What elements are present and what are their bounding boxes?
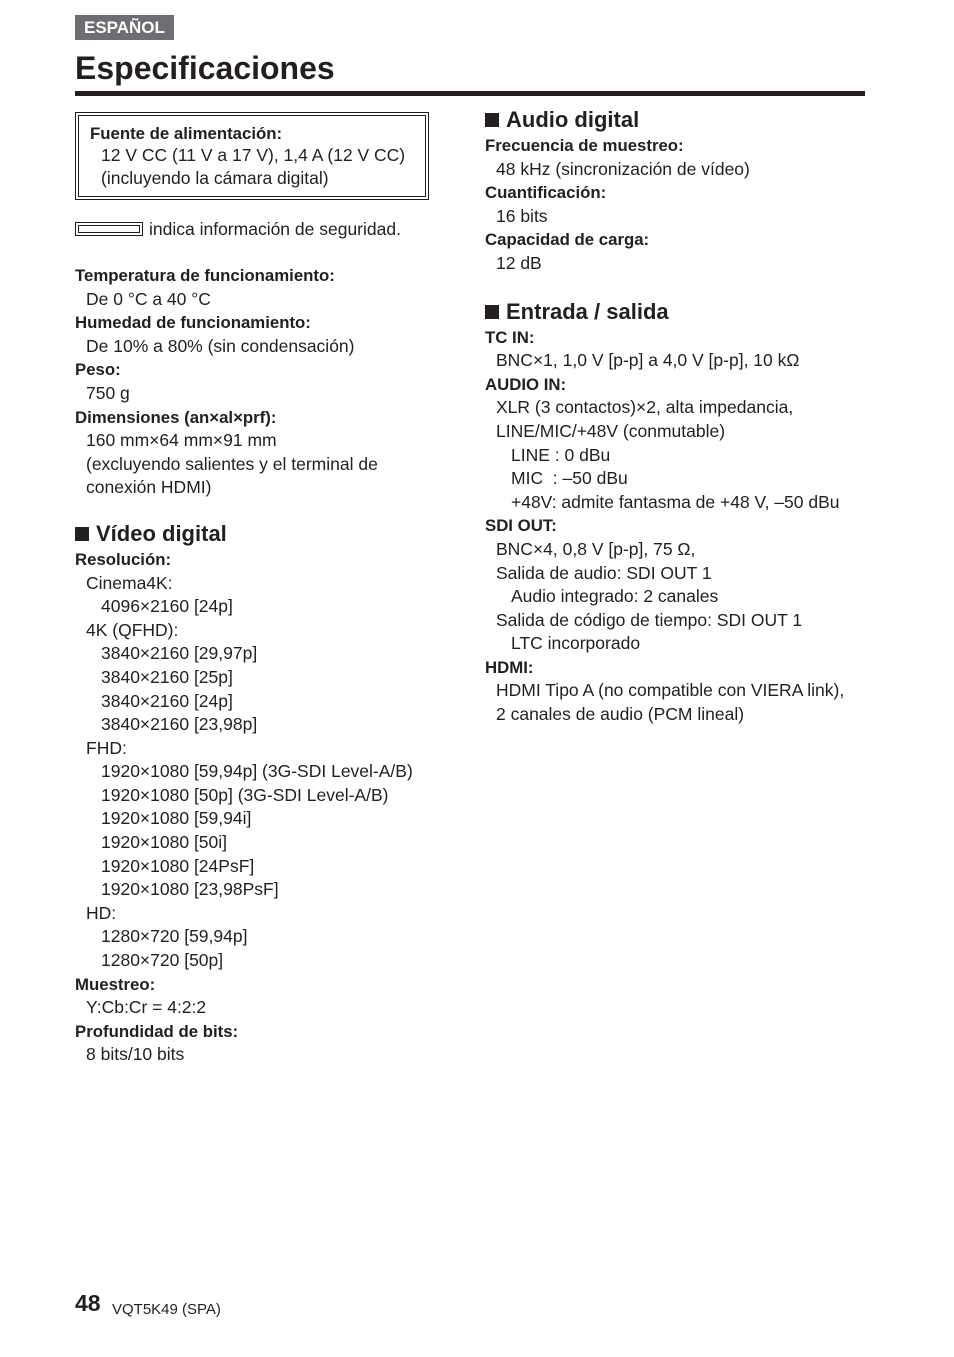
resolution-item: 3840×2160 [25p]: [101, 666, 233, 687]
resolution-item: 1920×1080 [59,94i]: [101, 808, 252, 829]
video-heading: [75, 520, 455, 548]
sdiout-line: BNC×4, 0,8 V [p-p], 75 Ω,: [496, 538, 696, 559]
headroom-label: Capacidad de carga:: [485, 230, 650, 250]
qfhd-label: 4K (QFHD):: [86, 619, 179, 640]
sdiout-line: Salida de código de tiempo: SDI OUT 1: [496, 609, 803, 630]
resolution-item: 3840×2160 [24p]: [101, 690, 233, 711]
temp-value: De 0 °C a 40 °C: [86, 288, 211, 309]
freq-value: 48 kHz (sincronización de vídeo): [496, 158, 750, 179]
bitdepth-value: 8 bits/10 bits: [86, 1044, 185, 1065]
safety-note-text: indica información de seguridad.: [149, 218, 401, 239]
resolution-item: 1920×1080 [24PsF]: [101, 855, 255, 876]
right-column: [485, 106, 885, 727]
audioin-sub: LINE : 0 dBu: [511, 444, 611, 465]
language-tag: ESPAÑOL: [75, 15, 174, 40]
sdiout-line: Salida de audio: SDI OUT 1: [496, 562, 712, 583]
resolution-label: Resolución:: [75, 549, 172, 569]
cinema4k-label: Cinema4K:: [86, 572, 173, 593]
safety-box-icon: [75, 222, 143, 236]
safety-note: [75, 217, 455, 241]
headroom-value: 12 dB: [496, 252, 542, 273]
weight-value: 750 g: [86, 382, 130, 403]
square-bullet-icon: [485, 113, 499, 127]
dimensions-line: (excluyendo salientes y el terminal de: [86, 453, 378, 474]
fhd-label: FHD:: [86, 737, 127, 758]
resolution-item: 1920×1080 [50p] (3G-SDI Level-A/B): [101, 784, 389, 805]
audio-heading: [485, 106, 885, 134]
power-supply-box: [75, 112, 429, 200]
sampling-label: Muestreo:: [75, 974, 156, 994]
tcin-value: BNC×1, 1,0 V [p-p] a 4,0 V [p-p], 10 kΩ: [496, 350, 800, 371]
resolution-item: 1280×720 [50p]: [101, 950, 224, 971]
hdmi-label: HDMI:: [485, 657, 534, 677]
resolution-item: 1920×1080 [50i]: [101, 832, 228, 853]
power-line: (incluyendo la cámara digital): [101, 168, 329, 189]
audioin-sub: +48V: admite fantasma de +48 V, –50 dBu: [511, 491, 840, 512]
hdmi-line: 2 canales de audio (PCM lineal): [496, 704, 745, 725]
weight-label: Peso:: [75, 360, 121, 380]
dimensions-line: conexión HDMI): [86, 477, 212, 498]
bitdepth-label: Profundidad de bits:: [75, 1021, 239, 1041]
audio-heading-text: Audio digital: [506, 107, 640, 132]
dimensions-line: 160 mm×64 mm×91 mm: [86, 430, 277, 451]
quant-value: 16 bits: [496, 205, 548, 226]
power-label: Fuente de alimentación:: [90, 124, 283, 143]
title-rule: [75, 91, 865, 96]
dimensions-label: Dimensiones (an×al×prf):: [75, 407, 277, 427]
square-bullet-icon: [485, 305, 499, 319]
video-heading-text: Vídeo digital: [96, 520, 227, 546]
io-heading-text: Entrada / salida: [506, 298, 669, 324]
temp-label: Temperatura de funcionamiento:: [75, 266, 335, 285]
sdiout-line: Audio integrado: 2 canales: [511, 586, 719, 607]
hdmi-line: HDMI Tipo A (no compatible con VIERA link),: [496, 680, 845, 701]
audioin-label: AUDIO IN:: [485, 374, 567, 394]
resolution-item: 1920×1080 [59,94p] (3G-SDI Level-A/B): [101, 761, 413, 782]
doc-code: VQT5K49 (SPA): [112, 1301, 221, 1318]
power-line: 12 V CC (11 V a 17 V), 1,4 A (12 V CC): [101, 145, 406, 165]
resolution-item: 3840×2160 [29,97p]: [101, 643, 258, 664]
freq-label: Frecuencia de muestreo:: [485, 136, 684, 155]
audioin-sub: MIC : –50 dBu: [511, 468, 628, 489]
resolution-item: 1920×1080 [23,98PsF]: [101, 879, 279, 900]
square-bullet-icon: [75, 527, 89, 541]
hd-label: HD:: [86, 902, 117, 923]
audioin-line: LINE/MIC/+48V (conmutable): [496, 420, 726, 441]
io-heading: [485, 298, 885, 326]
page-number: 48: [75, 1290, 101, 1316]
tcin-label: TC IN:: [485, 327, 535, 347]
page-title: Especificaciones: [75, 50, 335, 86]
sampling-value: Y:Cb:Cr = 4:2:2: [86, 997, 207, 1018]
resolution-item: 1280×720 [59,94p]: [101, 926, 248, 947]
resolution-item: 3840×2160 [23,98p]: [101, 714, 258, 735]
left-column: [75, 106, 455, 1067]
humidity-label: Humedad de funcionamiento:: [75, 313, 311, 333]
humidity-value: De 10% a 80% (sin condensación): [86, 335, 355, 356]
resolution-item: 4096×2160 [24p]: [101, 596, 233, 617]
quant-label: Cuantificación:: [485, 183, 607, 203]
sdiout-line: LTC incorporado: [511, 633, 641, 654]
sdiout-label: SDI OUT:: [485, 516, 557, 536]
audioin-line: XLR (3 contactos)×2, alta impedancia,: [496, 397, 794, 418]
